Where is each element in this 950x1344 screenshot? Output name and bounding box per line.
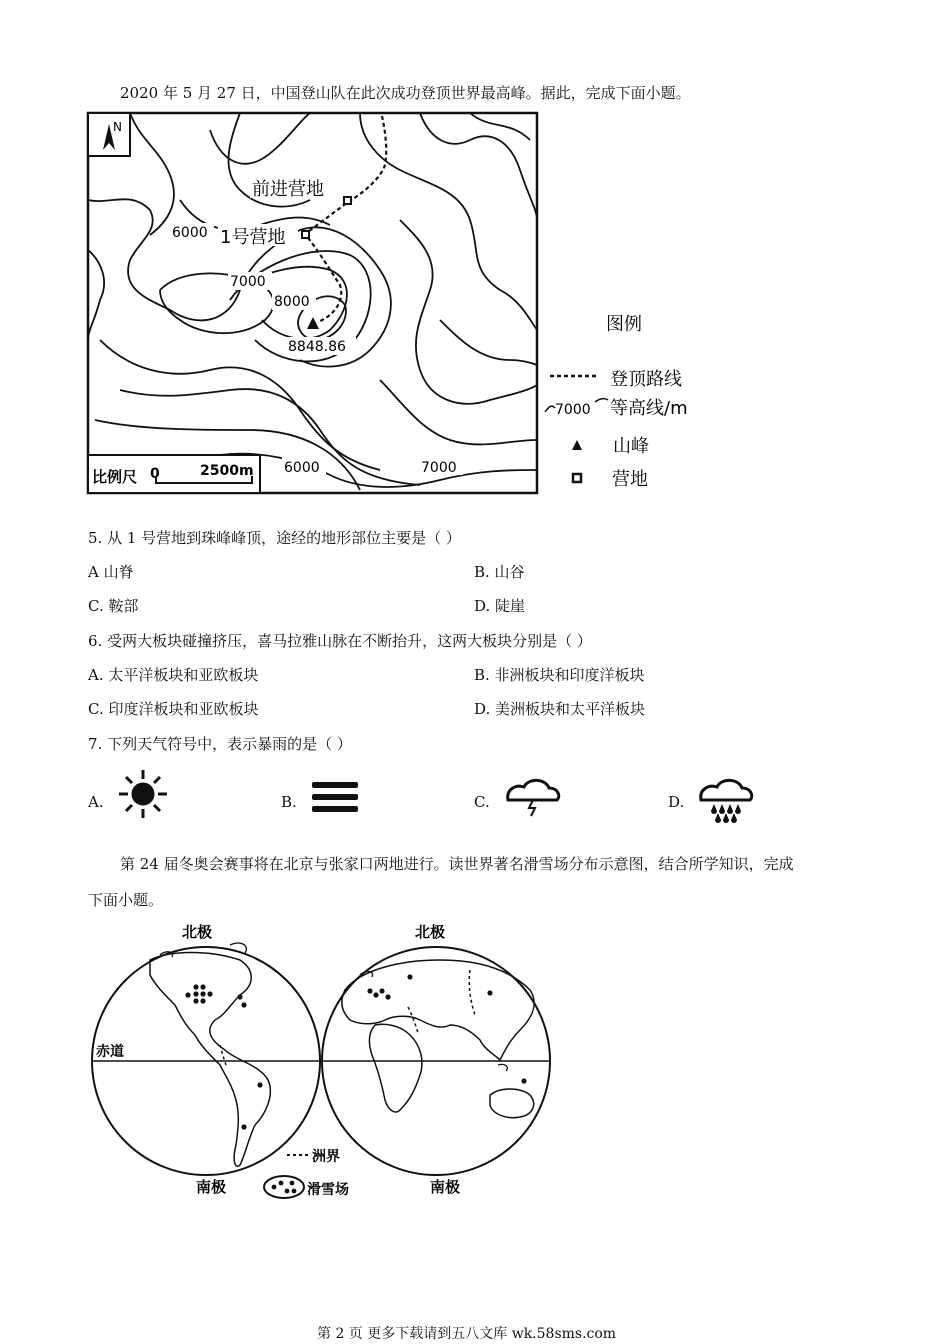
camp-1-marker bbox=[302, 231, 309, 238]
contour-8000-label: 8000 bbox=[274, 294, 310, 310]
legend-title: 图例 bbox=[606, 314, 642, 335]
world-ski-map bbox=[0, 915, 950, 1205]
south-pole-right: 南极 bbox=[430, 1178, 461, 1196]
rainstorm-icon bbox=[701, 780, 752, 823]
legend-boundary-label: 洲界 bbox=[312, 1149, 340, 1165]
scale-label: 比例尺 bbox=[92, 468, 138, 486]
legend-ski-symbol bbox=[264, 1176, 304, 1198]
forward-camp-marker bbox=[344, 197, 351, 204]
contour-7000-label: 7000 bbox=[230, 274, 266, 290]
legend-contour-value: 7000 bbox=[555, 402, 591, 418]
q5-stem: 5. 从 1 号营地到珠峰峰顶，途经的地形部位主要是（ ） bbox=[88, 529, 461, 547]
north-pole-right: 北极 bbox=[415, 923, 446, 941]
legend-peak-label: 山峰 bbox=[613, 436, 649, 457]
intro-text-2-cont: 下面小题。 bbox=[88, 891, 164, 909]
peak-height-label: 8848.86 bbox=[288, 339, 346, 355]
weather-symbols bbox=[0, 760, 950, 830]
contour-6000-label: 6000 bbox=[172, 225, 208, 241]
intro-text-1: 2020 年 5 月 27 日，中国登山队在此次成功登顶世界最高峰。据此，完成下面小题。 bbox=[120, 84, 691, 102]
scale-zero: 0 bbox=[150, 466, 160, 482]
legend-contour-label: 等高线/m bbox=[610, 398, 688, 419]
page-footer: 第 2 页 更多下载请到五八文库 wk.58sms.com bbox=[317, 1326, 617, 1342]
camp-1-label: 1号营地 bbox=[220, 227, 286, 248]
north-pole-left: 北极 bbox=[182, 923, 213, 941]
q5-option-b[interactable]: B. 山谷 bbox=[474, 563, 525, 581]
equator-label: 赤道 bbox=[96, 1044, 124, 1060]
fog-icon bbox=[312, 782, 358, 812]
q7-stem: 7. 下列天气符号中，表示暴雨的是（ ） bbox=[88, 735, 352, 753]
contour-7000-bottom-label: 7000 bbox=[421, 460, 457, 476]
q6-option-d[interactable]: D. 美洲板块和太平洋板块 bbox=[474, 700, 646, 718]
legend-camp-icon bbox=[573, 474, 581, 482]
q5-option-a[interactable]: A 山脊 bbox=[88, 563, 134, 581]
q7-option-a[interactable]: A. bbox=[88, 793, 104, 811]
q6-stem: 6. 受两大板块碰撞挤压，喜马拉雅山脉在不断抬升，这两大板块分别是（ ） bbox=[88, 632, 592, 650]
everest-topo-map bbox=[0, 0, 950, 520]
q6-option-a[interactable]: A. 太平洋板块和亚欧板块 bbox=[88, 666, 259, 684]
forward-camp-label: 前进营地 bbox=[252, 179, 324, 200]
south-pole-left: 南极 bbox=[196, 1178, 227, 1196]
q7-option-c[interactable]: C. bbox=[474, 793, 490, 811]
legend-route-label: 登顶路线 bbox=[610, 369, 682, 390]
q6-option-b[interactable]: B. 非洲板块和印度洋板块 bbox=[474, 666, 645, 684]
legend-camp-label: 营地 bbox=[612, 469, 648, 490]
north-label: N bbox=[113, 120, 122, 134]
legend-ski-label: 滑雪场 bbox=[307, 1182, 349, 1198]
q7-option-d[interactable]: D. bbox=[668, 793, 685, 811]
sunny-icon bbox=[119, 770, 167, 818]
intro-text-2: 第 24 届冬奥会赛事将在北京与张家口两地进行。读世界著名滑雪场分布示意图，结合所学知识，完成 bbox=[120, 855, 794, 873]
legend-peak-icon bbox=[572, 440, 582, 450]
contour-6000-bottom-label: 6000 bbox=[284, 460, 320, 476]
q6-option-c[interactable]: C. 印度洋板块和亚欧板块 bbox=[88, 700, 259, 718]
thunderstorm-icon bbox=[508, 780, 559, 816]
scale-distance: 2500m bbox=[200, 463, 254, 479]
q5-option-d[interactable]: D. 陡崖 bbox=[474, 597, 526, 615]
q7-option-b[interactable]: B. bbox=[281, 793, 297, 811]
q5-option-c[interactable]: C. 鞍部 bbox=[88, 597, 139, 615]
